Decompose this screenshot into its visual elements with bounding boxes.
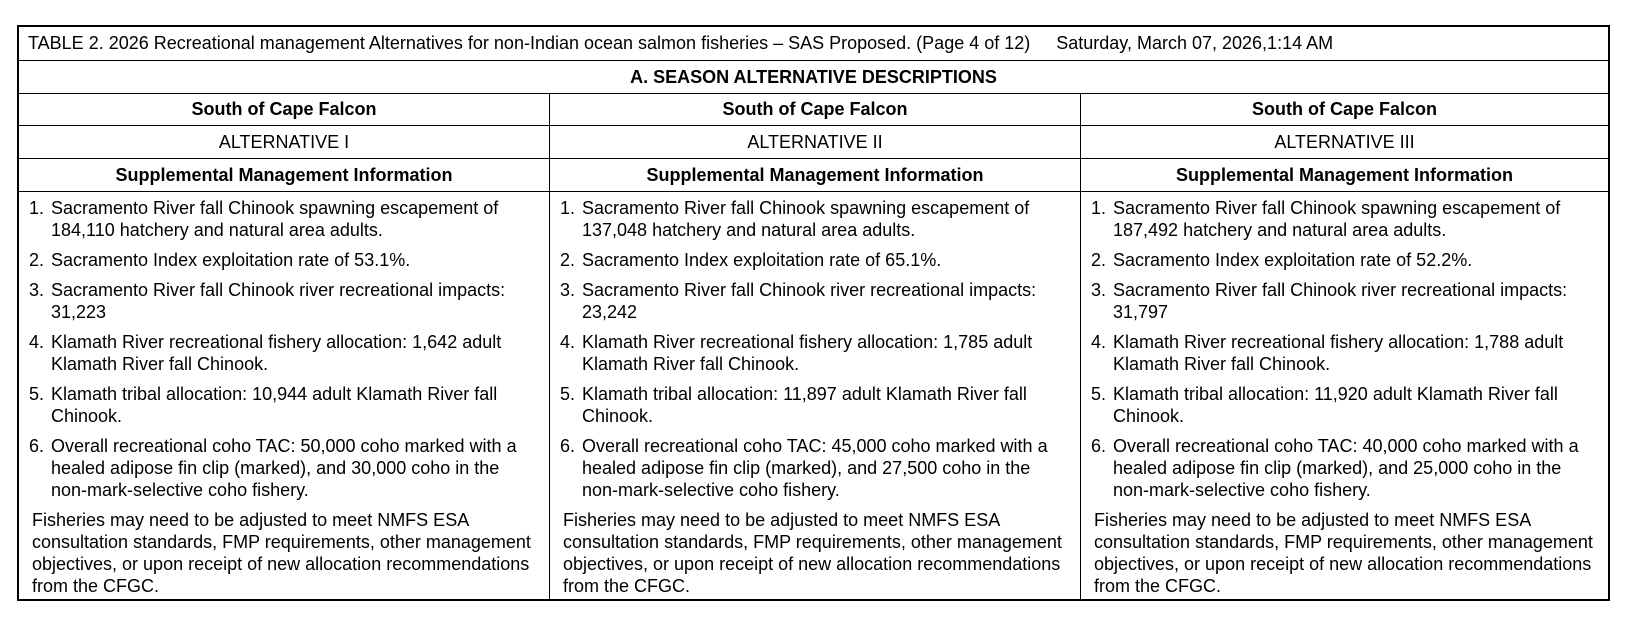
item-number: 1. <box>1091 198 1107 218</box>
adjustment-note: Fisheries may need to be adjusted to meet NMFS ESA consultation standards, FMP requirements, other management objectives, or upon receipt of new allocation recommendations from the CFGC. <box>563 510 1062 596</box>
item-number: 5. <box>1091 384 1107 404</box>
item-number: 6. <box>29 436 45 456</box>
region-header-col-2: South of Cape Falcon <box>550 94 1081 125</box>
list-item <box>560 197 1070 241</box>
item-text: Klamath River recreational fishery allocation: 1,785 adult Klamath River fall Chinook. <box>582 332 1033 374</box>
region-header-col-3: South of Cape Falcon <box>1251 99 1437 119</box>
item-number: 1. <box>29 198 45 218</box>
item-text: Sacramento Index exploitation rate of 53.1%. <box>51 250 411 270</box>
item-text: Overall recreational coho TAC: 50,000 coho marked with a healed adipose fin clip (marked), and 30,000 coho in the non-mark-selective coho fishery. <box>51 436 517 500</box>
list-item <box>29 197 539 241</box>
item-number: 2. <box>560 250 576 270</box>
item-text: Klamath River recreational fishery allocation: 1,788 adult Klamath River fall Chinook. <box>1113 332 1564 374</box>
list-item <box>560 435 1070 501</box>
item-text: Overall recreational coho TAC: 45,000 coho marked with a healed adipose fin clip (marked), and 27,500 coho in the non-mark-selective coho fishery. <box>582 436 1048 500</box>
section-heading-row <box>19 61 1608 94</box>
list-item <box>560 279 1070 323</box>
table-title: TABLE 2. 2026 Recreational management Alternatives for non-Indian ocean salmon fisheries – SAS Proposed. (Page 4 of 12) <box>28 33 1031 53</box>
item-text: Overall recreational coho TAC: 40,000 coho marked with a healed adipose fin clip (marked), and 25,000 coho in the non-mark-selective coho fishery. <box>1113 436 1579 500</box>
subheading-row <box>19 159 1608 192</box>
region-header-col-1: South of Cape Falcon <box>19 94 550 125</box>
list-item <box>29 435 539 501</box>
list-item <box>1091 279 1598 323</box>
item-number: 3. <box>560 280 576 300</box>
item-number: 4. <box>560 332 576 352</box>
region-header-row <box>19 94 1608 126</box>
item-text: Sacramento River fall Chinook spawning escapement of 187,492 hatchery and natural area adults. <box>1113 198 1561 240</box>
item-number: 4. <box>1091 332 1107 352</box>
item-number: 6. <box>1091 436 1107 456</box>
item-text: Klamath tribal allocation: 11,897 adult Klamath River fall Chinook. <box>582 384 1027 426</box>
item-number: 6. <box>560 436 576 456</box>
list-item <box>1091 331 1598 375</box>
item-text: Sacramento Index exploitation rate of 65.1%. <box>582 250 942 270</box>
list-item <box>29 331 539 375</box>
list-item <box>29 383 539 427</box>
list-item <box>1091 249 1598 271</box>
subheading-col-1: Supplemental Management Information <box>19 159 550 191</box>
info-list <box>29 197 539 501</box>
list-item <box>1091 197 1598 241</box>
item-number: 5. <box>29 384 45 404</box>
body-row <box>19 192 1608 599</box>
item-text: Klamath tribal allocation: 11,920 adult Klamath River fall Chinook. <box>1113 384 1558 426</box>
body-col-2 <box>550 192 1081 599</box>
body-col-3 <box>1081 192 1608 599</box>
alternative-header-col-2: ALTERNATIVE II <box>550 126 1081 158</box>
list-item <box>560 383 1070 427</box>
item-text: Sacramento Index exploitation rate of 52.2%. <box>1113 250 1473 270</box>
alternative-header-row <box>19 126 1608 159</box>
item-number: 1. <box>560 198 576 218</box>
subheading-col-2: Supplemental Management Information <box>550 159 1081 191</box>
info-list <box>560 197 1070 501</box>
alternatives-table <box>17 25 1610 601</box>
item-number: 2. <box>29 250 45 270</box>
list-item <box>29 249 539 271</box>
item-number: 2. <box>1091 250 1107 270</box>
timestamp: Saturday, March 07, 2026,1:14 AM <box>1056 33 1334 53</box>
list-item <box>1091 435 1598 501</box>
list-item <box>1091 383 1598 427</box>
adjustment-note: Fisheries may need to be adjusted to meet NMFS ESA consultation standards, FMP requirements, other management objectives, or upon receipt of new allocation recommendations from the CFGC. <box>32 510 531 596</box>
alternative-header-col-3: ALTERNATIVE III <box>1274 131 1415 152</box>
info-list <box>1091 197 1598 501</box>
item-text: Sacramento River fall Chinook river recreational impacts: 23,242 <box>582 280 1037 322</box>
item-number: 5. <box>560 384 576 404</box>
item-number: 3. <box>29 280 45 300</box>
list-item <box>560 249 1070 271</box>
list-item <box>29 279 539 323</box>
item-number: 4. <box>29 332 45 352</box>
subheading-col-3: Supplemental Management Information <box>1175 164 1514 185</box>
item-text: Sacramento River fall Chinook river recreational impacts: 31,223 <box>51 280 506 322</box>
section-heading: A. SEASON ALTERNATIVE DESCRIPTIONS <box>630 66 997 87</box>
item-text: Sacramento River fall Chinook spawning escapement of 184,110 hatchery and natural area adults. <box>51 198 499 240</box>
adjustment-note: Fisheries may need to be adjusted to meet NMFS ESA consultation standards, FMP requirements, other management objectives, or upon receipt of new allocation recommendations from the CFGC. <box>1094 510 1593 596</box>
body-col-1 <box>19 192 550 599</box>
item-text: Sacramento River fall Chinook spawning escapement of 137,048 hatchery and natural area adults. <box>582 198 1030 240</box>
list-item <box>560 331 1070 375</box>
alternative-header-col-1: ALTERNATIVE I <box>19 126 550 158</box>
item-text: Sacramento River fall Chinook river recreational impacts: 31,797 <box>1113 280 1568 322</box>
item-number: 3. <box>1091 280 1107 300</box>
item-text: Klamath River recreational fishery allocation: 1,642 adult Klamath River fall Chinook. <box>51 332 502 374</box>
table-title-row <box>19 27 1608 61</box>
item-text: Klamath tribal allocation: 10,944 adult Klamath River fall Chinook. <box>51 384 498 426</box>
